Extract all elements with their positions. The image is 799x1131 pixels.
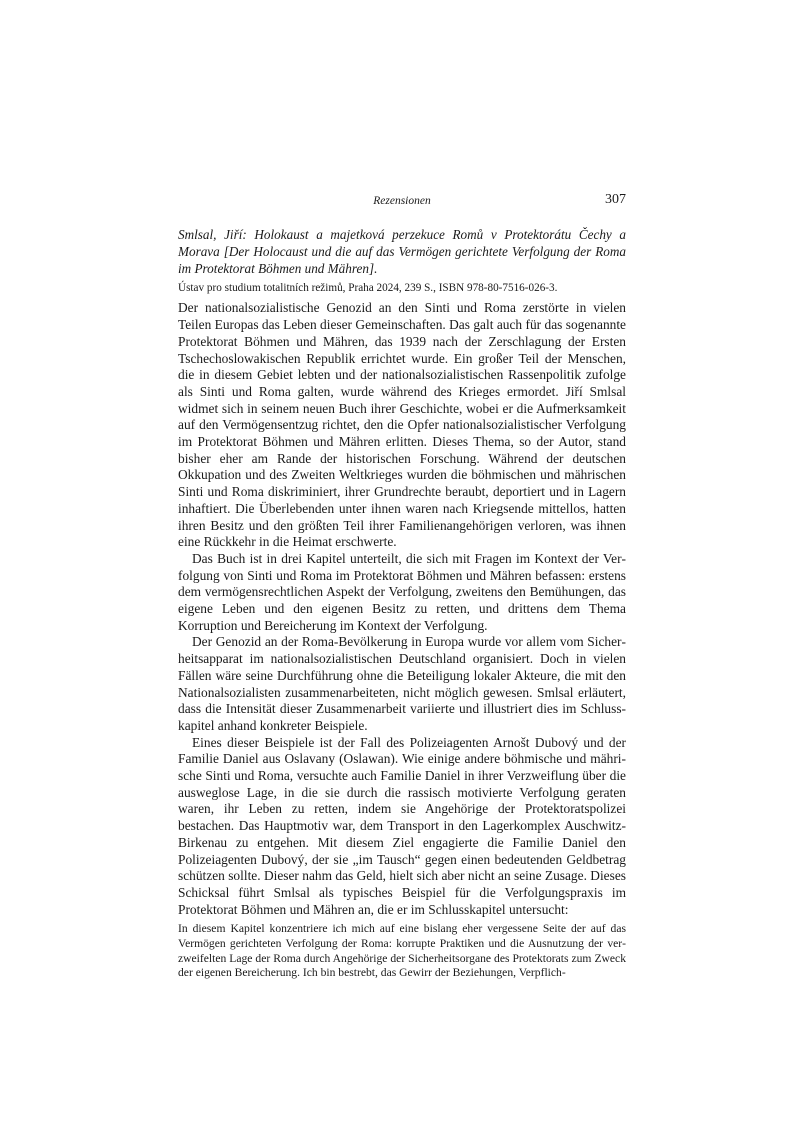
page: [178, 190, 626, 981]
paragraph-3: Der Genozid an der Roma-Bevölkerung in Europa wurde vor allem vom Sicherheitsapparat im nationalsozialistischen Deutschland organisiert. Doch in vielen Fällen wäre seine Durchführung ohne die Beteiligung lokaler Akteure, die mit den Nationalsozialisten zusammenarbeiteten, nicht möglich gewesen. Smlsal erläutert, dass die Intensität dieser Zusammenarbeit variierte und illustriert dies im Schlusskapitel anhand konkreter Beispiele.: [178, 634, 626, 733]
running-head: [178, 190, 626, 212]
paragraph-1: Der nationalsozialistische Genozid an den Sinti und Roma zerstörte in vielen Teilen Europas das Leben dieser Gemeinschaften. Das galt auch für das sogenannte Protektorat Böhmen und Mähren, das 1939 nach der Zerschlagung der Ersten Tschechoslowakischen Republik errichtet wurde. Ein großer Teil der Menschen, die in diesem Gebiet lebten und der nationalsozialistischen Rassenpolitik zufolge als Sinti und Roma galten, wurde während des Krieges ermordet. Jiří Smlsal widmet sich in seinem neuen Buch ihrer Geschichte, wobei er die Aufmerksamkeit auf den Vermögensentzug richtet, den die Opfer nationalsozialistischer Verfolgung im Protektorat Böhmen und Mähren erlitten. Dieses Thema, so der Autor, stand bisher eher am Rande der historischen Forschung. Während der deutschen Okkupation und des Zweiten Weltkrieges wurden die böhmischen und mährischen Sinti und Roma diskriminiert, ihrer Grundrechte beraubt, deportiert und in Lagern inhaftiert. Die Überlebenden unter ihnen waren nach Kriegsende mittellos, hatten ihren Besitz und den größten Teil ihrer Familienangehörigen verloren, was ihnen eine Rückkehr in die Heimat erschwerte.: [178, 300, 626, 550]
paragraph-2: Das Buch ist in drei Kapitel unterteilt, die sich mit Fragen im Kontext der Verfolgung von Sinti und Roma im Protektorat Böhmen und Mähren befassen: erstens dem vermögensrechtlichen Aspekt der Verfolgung, zweitens den Bemühungen, das eigene Leben und den eigenen Besitz zu retten, und drittens dem Thema Korruption und Bereicherung im Kontext der Verfolgung.: [178, 550, 626, 633]
body-text: [178, 300, 626, 980]
paragraph-4: Eines dieser Beispiele ist der Fall des Polizeiagenten Arnošt Dubový und der Familie Daniel aus Oslavany (Oslawan). Wie einige andere böhmische und mährische Sinti und Roma, versuchte auch Familie Daniel in ihrer Verzweiflung über die ausweglose Lage, in die sie durch die rassisch motivierte Verfolgung geraten waren, ihr Leben zu retten, indem sie Angehörige der Protektoratspolizei bestachen. Das Hauptmotiv war, dem Transport in den Lagerkomplex Auschwitz-Birkenau zu entgehen. Mit diesem Ziel engagierte die Familie Daniel den Polizeiagenten Dubový, der sie „im Tausch“ gegen einen bedeutenden Geldbetrag schützen sollte. Dieser nahm das Geld, hielt sich aber nicht an seine Zusage. Dieses Schicksal führt Smlsal als typisches Beispiel für die Verfolgungspraxis im Protektorat Böhmen und Mähren an, die er im Schlusskapitel untersucht:: [178, 734, 626, 917]
page-number: 307: [605, 192, 626, 207]
block-quote: In diesem Kapitel konzentriere ich mich auf eine bislang eher vergessene Seite der auf das Vermögen gerichteten Verfolgung der Roma: korrupte Praktiken und die Ausnutzung der verzweifelten Lage der Roma durch Angehörige der Sicherheitsorgane des Protektorats zum Zweck der eigenen Bereicherung. Ich bin bestrebt, das Gewirr der Beziehungen, Verpflich-: [178, 922, 626, 980]
review-title: Smlsal, Jiří: Holokaust a majetková perzekuce Romů v Protektorátu Čechy a Morava [Der Holocaust und die auf das Vermögen gerichtete Verfolgung der Roma im Protektorat Böhmen und Mähren].: [178, 227, 626, 276]
running-title: Rezensionen: [373, 195, 431, 207]
publisher-info: Ústav pro studium totalitních režimů, Praha 2024, 239 S., ISBN 978-80-7516-026-3.: [178, 282, 558, 295]
